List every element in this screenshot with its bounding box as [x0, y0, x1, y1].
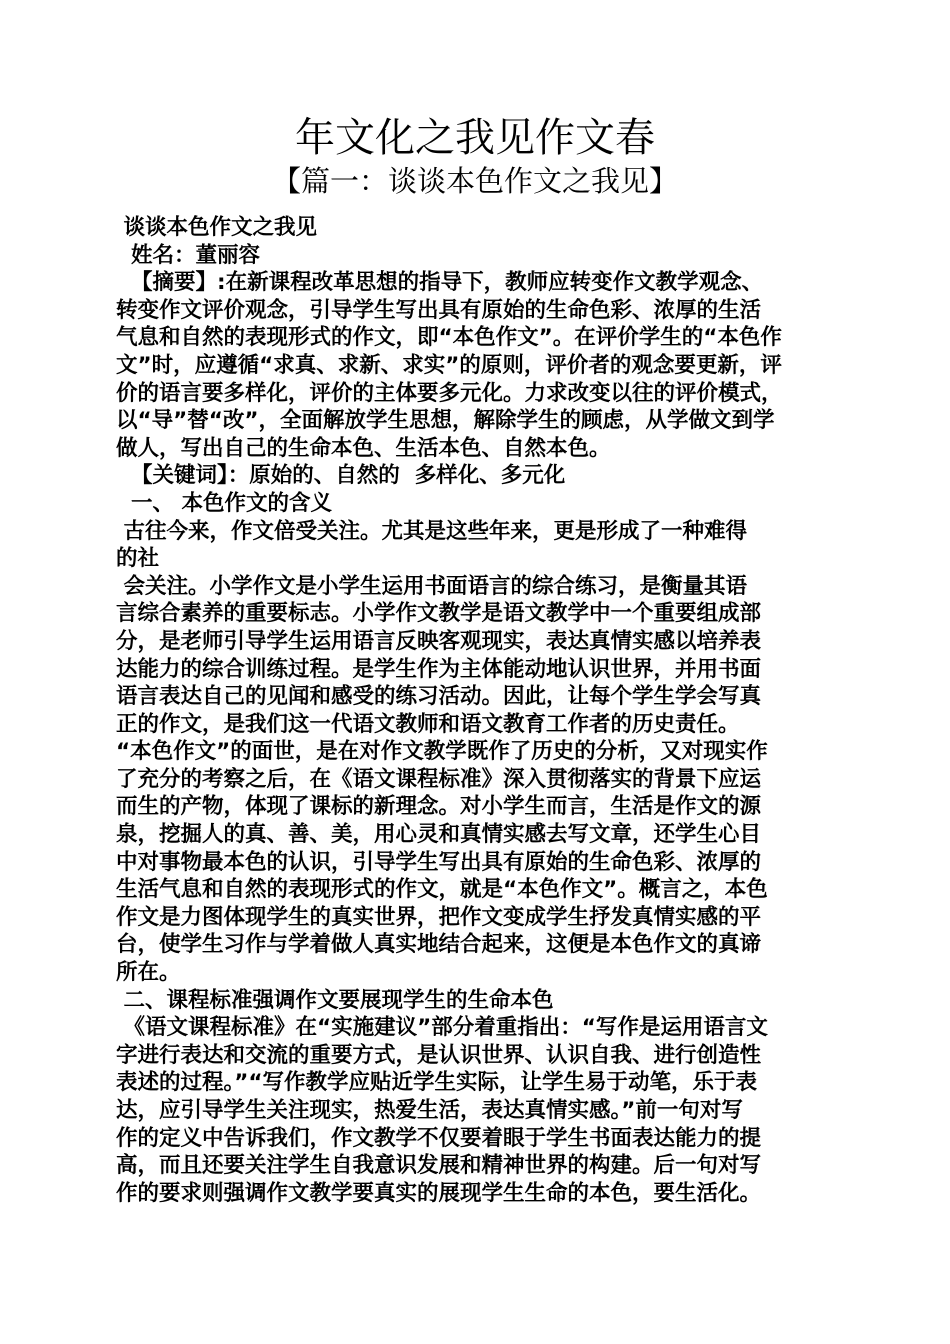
text-line: 作的定义中告诉我们，作文教学不仅要着眼于学生书面表达能力的提 [116, 1125, 762, 1151]
text-line: 的社 [116, 546, 160, 572]
text-line: 价的语言要多样化，评价的主体要多元化。力求改变以往的评价模式， [116, 380, 783, 406]
text-line: 文”时，应遵循“求真、求新、求实”的原则，评价者的观念要更新，评 [116, 352, 782, 378]
text-line: 语言表达自己的见闻和感受的练习活动。因此，让每个学生学会写真 [116, 684, 762, 710]
document-title: 年文化之我见作文春 [295, 115, 655, 161]
text-line: 了充分的考察之后，在《语文课程标准》深入贯彻落实的背景下应运 [116, 766, 762, 792]
text-line: 中对事物最本色的认识，引导学生写出具有原始的生命色彩、浓厚的 [116, 849, 762, 875]
text-line: 分，是老师引导学生运用语言反映客观现实，表达真情实感以培养表 [116, 628, 762, 654]
text-line: 谈谈本色作文之我见 [116, 215, 317, 240]
text-line: 生活气息和自然的表现形式的作文，就是“本色作文”。概言之，本色 [116, 877, 768, 903]
text-line: 正的作文，是我们这一代语文教师和语文教育工作者的历史责任。 [116, 711, 740, 737]
text-line: 二、课程标准强调作文要展现学生的生命本色 [116, 987, 554, 1013]
text-line: 姓名：董丽容 [116, 242, 260, 268]
document-subtitle: 【篇一：谈谈本色作文之我见】 [271, 164, 678, 198]
text-line: 达，应引导学生关注现实，热爱生活，表达真情实感。”前一句对写 [116, 1098, 743, 1123]
text-line: 达能力的综合训练过程。是学生作为主体能动地认识世界，并用书面 [116, 656, 762, 682]
document-body [116, 214, 840, 1207]
text-line: 高，而且还要关注学生自我意识发展和精神世界的构建。后一句对写 [116, 1153, 762, 1179]
text-line: 作的要求则强调作文教学要真实的展现学生生命的本色，要生活化。 [116, 1180, 762, 1206]
text-line: 【摘要】:在新课程改革思想的指导下，教师应转变作文教学观念、 [116, 270, 764, 296]
text-line: 泉，挖掘人的真、善、美，用心灵和真情实感去写文章，还学生心目 [116, 822, 762, 848]
text-line: 以“导”替“改”，全面解放学生思想，解除学生的顾虑，从学做文到学 [116, 408, 775, 434]
text-line: 会关注。小学作文是小学生运用书面语言的综合练习，是衡量其语 [116, 573, 747, 599]
text-line: 【关键词】：原始的、自然的 多样化、多元化 [116, 463, 566, 489]
text-line: 做人，写出自己的生命本色、生活本色、自然本色。 [116, 435, 611, 461]
text-line: 表述的过程。”“写作教学应贴近学生实际，让学生易于动笔，乐于表 [116, 1070, 758, 1096]
text-line: 字进行表达和交流的重要方式，是认识世界、认识自我、进行创造性 [116, 1042, 762, 1068]
text-line: 台，使学生习作与学着做人真实地结合起来，这便是本色作文的真谛 [116, 932, 762, 958]
text-line: 古往今来，作文倍受关注。尤其是这些年来，更是形成了一种难得 [116, 518, 747, 544]
text-line: 所在。 [116, 960, 181, 986]
text-line: 而生的产物，体现了课标的新理念。对小学生而言，生活是作文的源 [116, 794, 762, 820]
text-line: 言综合素养的重要标志。小学作文教学是语文教学中一个重要组成部 [116, 601, 762, 627]
text-line: 作文是力图体现学生的真实世界，把作文变成学生抒发真情实感的平 [116, 904, 762, 930]
text-line: 气息和自然的表现形式的作文，即“本色作文”。在评价学生的“本色作 [116, 325, 782, 351]
text-line: 《语文课程标准》在“实施建议”部分着重指出：“写作是运用语言文 [116, 1015, 768, 1041]
text-line: “本色作文”的面世，是在对作文教学既作了历史的分析，又对现实作 [116, 739, 768, 765]
text-line: 一、 本色作文的含义 [116, 490, 332, 516]
text-line: 转变作文评价观念，引导学生写出具有原始的生命色彩、浓厚的生活 [116, 297, 762, 323]
